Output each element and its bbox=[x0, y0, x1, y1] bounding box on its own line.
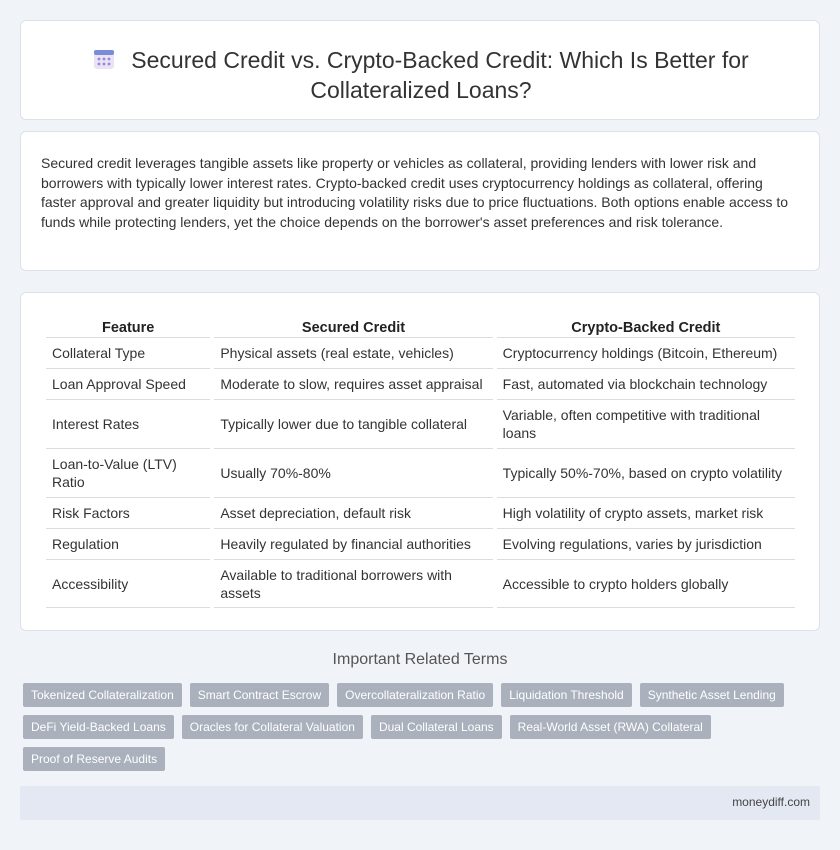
secured-cell: Available to traditional borrowers with assets bbox=[214, 559, 492, 608]
secured-cell: Heavily regulated by financial authorities bbox=[214, 528, 492, 559]
table-row bbox=[46, 497, 795, 528]
related-term-tag[interactable]: DeFi Yield-Backed Loans bbox=[23, 715, 174, 739]
feature-cell: Regulation bbox=[46, 528, 210, 559]
related-term-tag[interactable]: Overcollateralization Ratio bbox=[337, 683, 493, 707]
feature-cell: Accessibility bbox=[46, 559, 210, 608]
feature-cell: Loan Approval Speed bbox=[46, 368, 210, 399]
summary-card bbox=[20, 131, 820, 271]
secured-cell: Moderate to slow, requires asset appraisal bbox=[214, 368, 492, 399]
crypto-cell: Cryptocurrency holdings (Bitcoin, Ethereum) bbox=[497, 337, 795, 368]
feature-cell: Collateral Type bbox=[46, 337, 210, 368]
crypto-cell: Evolving regulations, varies by jurisdiction bbox=[497, 528, 795, 559]
page-title-block bbox=[21, 45, 821, 105]
related-term-tag[interactable]: Tokenized Collateralization bbox=[23, 683, 182, 707]
secured-cell: Usually 70%-80% bbox=[214, 448, 492, 497]
related-term-tag[interactable]: Real-World Asset (RWA) Collateral bbox=[510, 715, 711, 739]
table-row bbox=[46, 399, 795, 448]
crypto-cell: Fast, automated via blockchain technology bbox=[497, 368, 795, 399]
table-row bbox=[46, 528, 795, 559]
calendar-grid-icon bbox=[93, 48, 115, 70]
comparison-card bbox=[20, 292, 820, 631]
crypto-cell: Variable, often competitive with traditional loans bbox=[497, 399, 795, 448]
page-title: Secured Credit vs. Crypto-Backed Credit: Which Is Better for Collateralized Loans? bbox=[131, 47, 749, 103]
footer-site-link[interactable]: moneydiff.com bbox=[732, 795, 810, 809]
crypto-cell: Typically 50%-70%, based on crypto volatility bbox=[497, 448, 795, 497]
related-term-tag[interactable]: Oracles for Collateral Valuation bbox=[182, 715, 363, 739]
table-row bbox=[46, 559, 795, 608]
related-term-tag[interactable]: Synthetic Asset Lending bbox=[640, 683, 784, 707]
related-terms-heading: Important Related Terms bbox=[332, 651, 508, 668]
column-header: Feature bbox=[101, 320, 155, 336]
feature-cell: Loan-to-Value (LTV) Ratio bbox=[46, 448, 210, 497]
crypto-cell: High volatility of crypto assets, market risk bbox=[497, 497, 795, 528]
related-term-tag[interactable]: Liquidation Threshold bbox=[501, 683, 632, 707]
table-header-row bbox=[46, 315, 795, 337]
secured-cell: Typically lower due to tangible collateral bbox=[214, 399, 492, 448]
footer-bar bbox=[20, 786, 820, 820]
column-header: Crypto-Backed Credit bbox=[571, 320, 721, 336]
feature-cell: Interest Rates bbox=[46, 399, 210, 448]
feature-cell: Risk Factors bbox=[46, 497, 210, 528]
title-card bbox=[20, 20, 820, 120]
related-terms-list bbox=[23, 683, 817, 771]
column-header: Secured Credit bbox=[301, 320, 406, 336]
table-row bbox=[46, 448, 795, 497]
secured-cell: Physical assets (real estate, vehicles) bbox=[214, 337, 492, 368]
related-term-tag[interactable]: Smart Contract Escrow bbox=[190, 683, 329, 707]
secured-cell: Asset depreciation, default risk bbox=[214, 497, 492, 528]
related-term-tag[interactable]: Proof of Reserve Audits bbox=[23, 747, 165, 771]
summary-paragraph: Secured credit leverages tangible assets like property or vehicles as collateral, providing lenders with lower risk and borrowers with typically lower interest rates. Crypto-backed credit uses cryptocurrency holdings as collateral, offering faster approval and greater liquidity but introducing volatility risks due to price fluctuations. Both options enable access to funds while protecting lenders, yet the choice depends on the borrower's asset preferences and risk tolerance. bbox=[41, 155, 789, 230]
comparison-table bbox=[42, 315, 799, 608]
crypto-cell: Accessible to crypto holders globally bbox=[497, 559, 795, 608]
table-row bbox=[46, 337, 795, 368]
related-term-tag[interactable]: Dual Collateral Loans bbox=[371, 715, 502, 739]
table-row bbox=[46, 368, 795, 399]
